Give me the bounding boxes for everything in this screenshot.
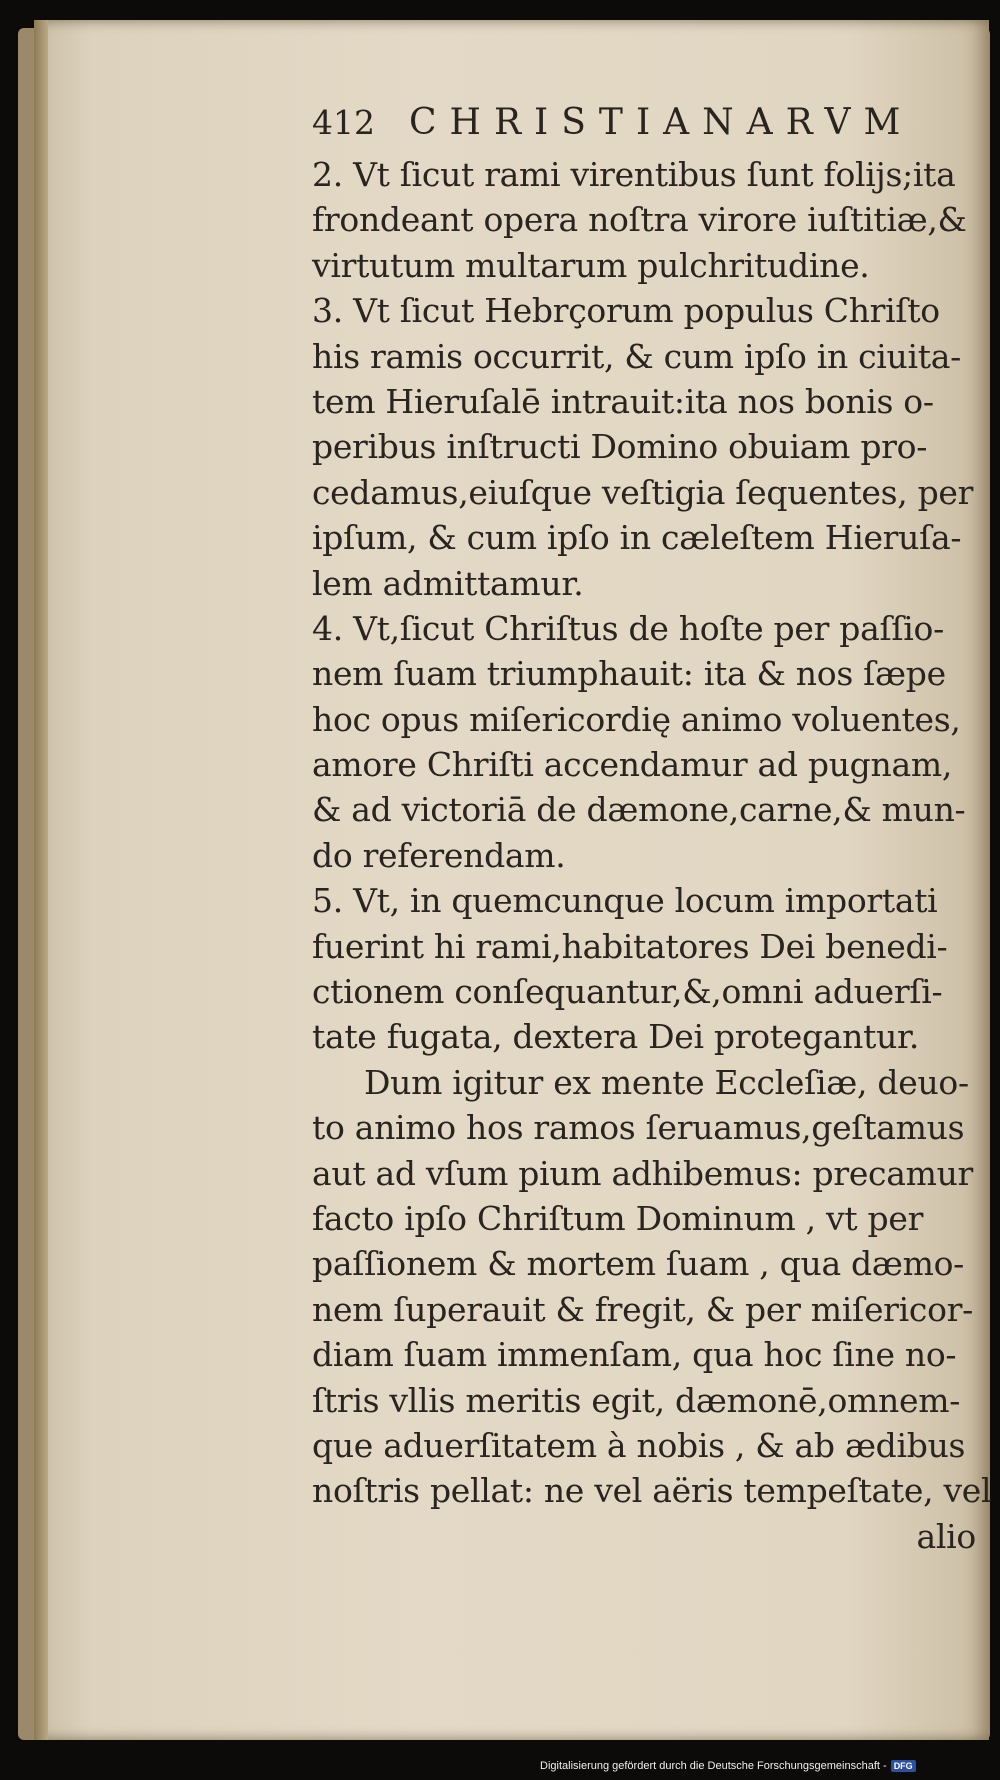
text-line: amore Chriſti accendamur ad pugnam,	[312, 745, 953, 785]
text-block	[312, 102, 992, 1559]
text-line: ipſum, & cum ipſo in cæleſtem Hieruſa-	[312, 518, 962, 558]
page-number: 412	[312, 103, 375, 142]
catchword: alio	[916, 1516, 976, 1556]
text-line: to animo hos ramos ſeruamus,geſtamus	[312, 1108, 965, 1148]
dfg-logo: DFG	[891, 1760, 916, 1772]
running-head	[312, 102, 982, 152]
text-line: nem ſuperauit & fregit, & per miſericor-	[312, 1289, 973, 1329]
text-line: frondeant opera noſtra virore iuſtitiæ,&	[312, 200, 967, 240]
text-line: peribus inſtructi Domino obuiam pro-	[312, 427, 928, 467]
text-line: 3. Vt ſicut Hebrçorum populus Chriſto	[312, 291, 940, 331]
text-line: paſſionem & mortem ſuam , qua dæmo-	[312, 1244, 964, 1284]
text-line: ſtris vllis meritis egit, dæmonē,omnem-	[312, 1380, 961, 1420]
text-line: diam ſuam immenſam, qua hoc ſine no-	[312, 1335, 957, 1375]
text-line: tem Hieruſalē intrauit:ita nos bonis o-	[312, 381, 934, 421]
footer-credit	[540, 1760, 916, 1772]
text-line: ctionem conſequantur,&,omni aduerſi-	[312, 972, 943, 1012]
text-line: cedamus,eiuſque veſtigia ſequentes, per	[312, 472, 974, 512]
text-line: aut ad vſum pium adhibemus: precamur	[312, 1153, 974, 1193]
text-line: virtutum multarum pulchritudine.	[312, 245, 870, 285]
text-line: noſtris pellat: ne vel aëris tempeſtate, vel	[312, 1471, 992, 1511]
text-line: nem ſuam triumphauit: ita & nos ſæpe	[312, 654, 946, 694]
text-line: fuerint hi rami,habitatores Dei benedi-	[312, 926, 948, 966]
text-line: hoc opus miſericordię animo voluentes,	[312, 699, 961, 739]
text-line: 2. Vt ſicut rami virentibus ſunt folijs;ita	[312, 155, 956, 194]
text-line: & ad victoriā de dæmone,carne,& mun-	[312, 790, 966, 830]
text-line: lem admittamur.	[312, 563, 584, 603]
text-line: Dum igitur ex mente Eccleſiæ, deuo-	[364, 1062, 969, 1102]
text-line: do referendam.	[312, 835, 566, 875]
text-line: facto ipſo Chriſtum Dominum , vt per	[312, 1198, 924, 1238]
text-line: tate fugata, dextera Dei protegantur.	[312, 1017, 920, 1057]
text-line: 5. Vt, in quemcunque locum importati	[312, 881, 938, 921]
page-gutter	[34, 20, 48, 1740]
text-line: que aduerſitatem à nobis , & ab ædibus	[312, 1425, 966, 1465]
text-line: his ramis occurrit, & cum ipſo in ciuita-	[312, 336, 961, 376]
text-line: 4. Vt,ſicut Chriſtus de hoſte per paſſio-	[312, 608, 944, 648]
running-title: CHRISTIANARVM	[409, 102, 914, 143]
footer-text: Digitalisierung gefördert durch die Deutsche Forschungsgemeinschaft -	[540, 1760, 887, 1772]
